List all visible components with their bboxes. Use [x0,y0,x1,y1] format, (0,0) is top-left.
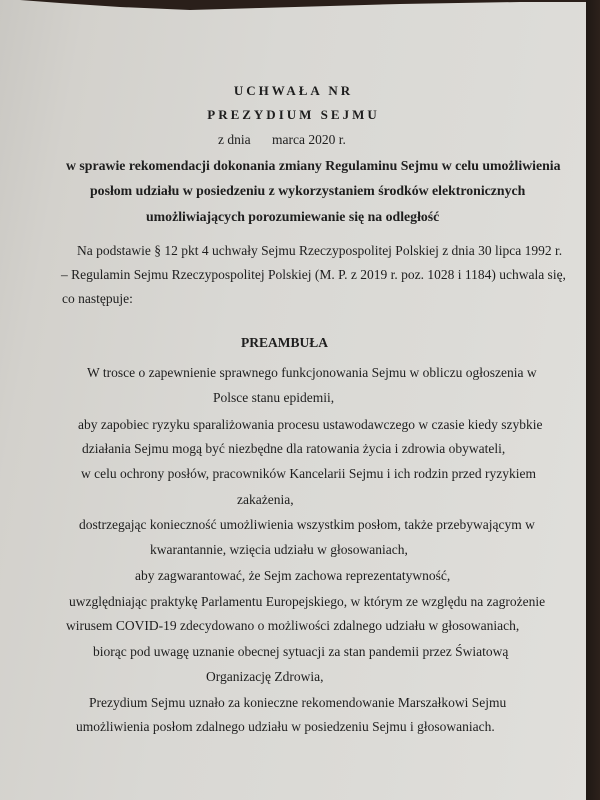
title-line-2: PREZYDIUM SEJMU [207,107,380,122]
preamble-line-11: wirusem COVID-19 zdecydowano o możliwości zdalnego udziału w głosowaniach, [66,618,520,633]
preamble-line-4: działania Sejmu mogą być niezbędne dla ratowania życia i zdrowia obywateli, [82,441,506,456]
preamble-line-2: Polsce stanu epidemii, [213,390,335,405]
preamble-line-14: Prezydium Sejmu uznało za konieczne rekomendowanie Marszałkowi Sejmu [89,695,507,710]
subject-line-3: umożliwiających porozumiewanie się na odległość [146,209,440,224]
background-right-edge [586,0,600,800]
legal-basis-line-1: Na podstawie § 12 pkt 4 uchwały Sejmu Rzeczypospolitej Polskiej z dnia 30 lipca 1992 r. [77,243,563,258]
preamble-line-12: biorąc pod uwagę uznanie obecnej sytuacji za stan pandemii przez Światową [93,644,509,659]
title-line-1: UCHWAŁA NR [233,83,354,98]
preamble-line-13: Organizację Zdrowia, [206,669,324,684]
preamble-line-10: uwzględniając praktykę Parlamentu Europejskiego, w którym ze względu na zagrożenie [69,594,546,609]
preamble-line-7: dostrzegając konieczność umożliwienia wszystkim posłom, także przebywającym w [79,517,535,532]
legal-basis-line-3: co następuje: [62,291,133,306]
subject-line-1: w sprawie rekomendacji dokonania zmiany Regulaminu Sejmu w celu umożliwienia [66,158,561,173]
subject-line-2: posłom udziału w posiedzeniu z wykorzystaniem środków elektronicznych [90,183,526,198]
date-prefix: z dnia [218,132,251,147]
preamble-line-5: w celu ochrony posłów, pracowników Kancelarii Sejmu i ich rodzin przed ryzykiem [81,466,536,481]
preamble-line-8: kwarantannie, wzięcia udziału w głosowaniach, [150,542,408,557]
preamble-line-9: aby zagwarantować, że Sejm zachowa reprezentatywność, [135,568,451,583]
legal-basis-line-2: – Regulamin Sejmu Rzeczypospolitej Polskiej (M. P. z 2019 r. poz. 1028 i 1184) uchwala się, [61,267,566,282]
preamble-line-3: aby zapobiec ryzyku sparaliżowania procesu ustawodawczego w czasie kiedy szybkie [78,417,543,432]
preamble-line-15: umożliwienia posłom zdalnego udziału w posiedzeniu Sejmu i głosowaniach. [76,719,495,734]
preamble-line-6: zakażenia, [237,492,294,507]
date-suffix: marca 2020 r. [272,132,346,147]
preamble-heading: PREAMBUŁA [241,335,328,350]
preamble-line-1: W trosce o zapewnienie sprawnego funkcjonowania Sejmu w obliczu ogłoszenia w [87,365,537,380]
